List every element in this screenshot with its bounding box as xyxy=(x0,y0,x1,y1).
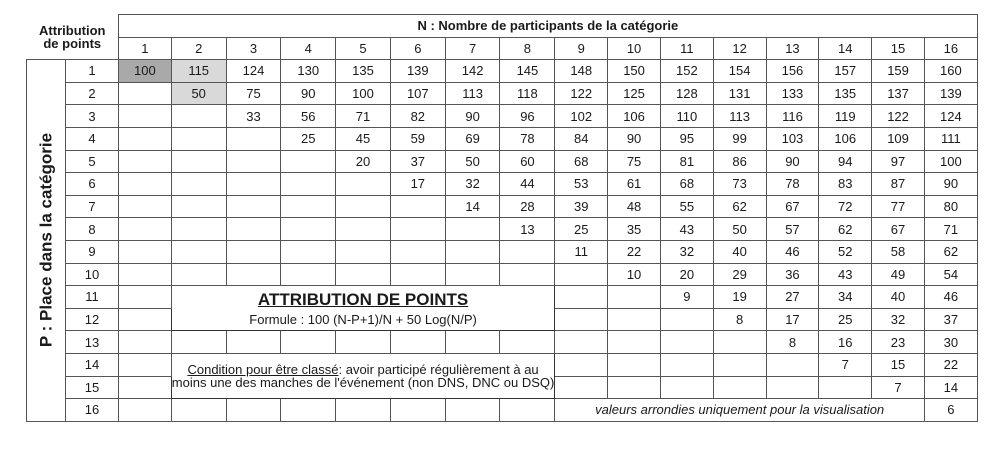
points-cell: 35 xyxy=(608,218,661,241)
points-cell: 32 xyxy=(872,308,925,331)
empty-cell xyxy=(171,218,226,241)
empty-cell xyxy=(336,240,391,263)
points-cell: 160 xyxy=(924,60,977,83)
column-header: 9 xyxy=(555,37,608,60)
empty-cell xyxy=(171,127,226,150)
empty-cell xyxy=(713,331,766,354)
empty-cell xyxy=(226,127,281,150)
points-cell: 32 xyxy=(660,240,713,263)
empty-cell xyxy=(336,331,391,354)
empty-cell xyxy=(171,263,226,286)
points-cell: 43 xyxy=(819,263,872,286)
empty-cell xyxy=(390,331,445,354)
condition-text-line2: moins une des manches de l'événement (non DNS, DNC ou DSQ) xyxy=(171,375,555,390)
column-header: 13 xyxy=(766,37,819,60)
points-cell: 116 xyxy=(766,105,819,128)
empty-cell xyxy=(500,263,555,286)
condition-text-line1: : avoir participé régulièrement à au xyxy=(338,362,539,377)
empty-cell xyxy=(390,218,445,241)
empty-cell xyxy=(660,376,713,399)
points-cell: 95 xyxy=(660,127,713,150)
place-number: 15 xyxy=(66,376,119,399)
empty-cell xyxy=(119,218,172,241)
footnote: valeurs arrondies uniquement pour la visualisation xyxy=(555,399,925,422)
points-cell: 19 xyxy=(713,286,766,309)
points-cell: 36 xyxy=(766,263,819,286)
points-cell: 25 xyxy=(555,218,608,241)
place-number: 3 xyxy=(66,105,119,128)
empty-cell xyxy=(390,399,445,422)
empty-cell xyxy=(390,240,445,263)
place-number: 4 xyxy=(66,127,119,150)
points-cell: 86 xyxy=(713,150,766,173)
empty-cell xyxy=(119,173,172,196)
points-cell: 99 xyxy=(713,127,766,150)
empty-cell xyxy=(660,331,713,354)
points-cell: 73 xyxy=(713,173,766,196)
points-cell: 30 xyxy=(924,331,977,354)
empty-cell xyxy=(226,240,281,263)
column-header: 2 xyxy=(171,37,226,60)
points-cell: 150 xyxy=(608,60,661,83)
column-header: 1 xyxy=(119,37,172,60)
empty-cell xyxy=(608,308,661,331)
column-header: 12 xyxy=(713,37,766,60)
row-axis-label xyxy=(27,60,66,422)
place-number: 5 xyxy=(66,150,119,173)
empty-cell xyxy=(555,331,608,354)
points-cell: 72 xyxy=(819,195,872,218)
points-cell: 84 xyxy=(555,127,608,150)
points-cell: 13 xyxy=(500,218,555,241)
empty-cell xyxy=(119,82,172,105)
points-cell: 130 xyxy=(281,60,336,83)
empty-cell xyxy=(608,353,661,376)
points-cell: 159 xyxy=(872,60,925,83)
points-cell: 22 xyxy=(608,240,661,263)
empty-cell xyxy=(608,376,661,399)
empty-cell xyxy=(500,240,555,263)
points-cell: 45 xyxy=(336,127,391,150)
place-number: 8 xyxy=(66,218,119,241)
empty-cell xyxy=(766,353,819,376)
points-cell: 43 xyxy=(660,218,713,241)
condition-box xyxy=(171,353,555,398)
points-cell: 124 xyxy=(924,105,977,128)
empty-cell xyxy=(171,331,226,354)
points-cell: 122 xyxy=(555,82,608,105)
points-cell: 28 xyxy=(500,195,555,218)
points-cell: 37 xyxy=(390,150,445,173)
place-number: 2 xyxy=(66,82,119,105)
points-cell: 27 xyxy=(766,286,819,309)
empty-cell xyxy=(555,263,608,286)
empty-cell xyxy=(226,331,281,354)
points-cell: 133 xyxy=(766,82,819,105)
points-cell: 135 xyxy=(819,82,872,105)
empty-cell xyxy=(226,263,281,286)
empty-cell xyxy=(608,286,661,309)
column-header: 16 xyxy=(924,37,977,60)
attribution-label-line2: de points xyxy=(43,35,102,51)
points-cell: 57 xyxy=(766,218,819,241)
points-cell: 55 xyxy=(660,195,713,218)
points-cell: 156 xyxy=(766,60,819,83)
empty-cell xyxy=(119,376,172,399)
empty-cell xyxy=(555,286,608,309)
points-cell: 68 xyxy=(555,150,608,173)
points-cell: 67 xyxy=(872,218,925,241)
points-cell: 29 xyxy=(713,263,766,286)
points-cell: 62 xyxy=(819,218,872,241)
points-cell: 50 xyxy=(171,82,226,105)
empty-cell xyxy=(171,105,226,128)
empty-cell xyxy=(226,150,281,173)
empty-cell xyxy=(336,218,391,241)
points-cell: 50 xyxy=(445,150,500,173)
empty-cell xyxy=(445,399,500,422)
points-cell: 100 xyxy=(119,60,172,83)
place-number: 16 xyxy=(66,399,119,422)
points-cell: 119 xyxy=(819,105,872,128)
empty-cell xyxy=(171,195,226,218)
points-cell: 62 xyxy=(924,240,977,263)
points-cell: 106 xyxy=(819,127,872,150)
points-cell: 113 xyxy=(445,82,500,105)
empty-cell xyxy=(281,399,336,422)
empty-cell xyxy=(119,308,172,331)
place-number: 12 xyxy=(66,308,119,331)
points-cell: 142 xyxy=(445,60,500,83)
condition-label: Condition pour être classé xyxy=(187,362,339,377)
empty-cell xyxy=(445,331,500,354)
points-cell: 25 xyxy=(281,127,336,150)
empty-cell xyxy=(119,105,172,128)
empty-cell xyxy=(766,376,819,399)
points-cell: 11 xyxy=(555,240,608,263)
points-cell: 49 xyxy=(872,263,925,286)
empty-cell xyxy=(226,399,281,422)
points-cell: 52 xyxy=(819,240,872,263)
column-header: 10 xyxy=(608,37,661,60)
points-cell: 139 xyxy=(390,60,445,83)
empty-cell xyxy=(226,195,281,218)
points-cell: 97 xyxy=(872,150,925,173)
points-cell: 90 xyxy=(281,82,336,105)
column-header: 7 xyxy=(445,37,500,60)
place-number: 9 xyxy=(66,240,119,263)
column-header: 8 xyxy=(500,37,555,60)
points-cell: 14 xyxy=(445,195,500,218)
points-cell: 23 xyxy=(872,331,925,354)
points-cell: 75 xyxy=(226,82,281,105)
empty-cell xyxy=(555,353,608,376)
points-cell: 48 xyxy=(608,195,661,218)
attribution-label-line1: Attribution xyxy=(39,22,106,38)
points-cell: 71 xyxy=(336,105,391,128)
empty-cell xyxy=(171,240,226,263)
empty-cell xyxy=(336,195,391,218)
points-cell: 107 xyxy=(390,82,445,105)
points-cell: 137 xyxy=(872,82,925,105)
empty-cell xyxy=(119,263,172,286)
place-number: 13 xyxy=(66,331,119,354)
place-number: 11 xyxy=(66,286,119,309)
empty-cell xyxy=(281,195,336,218)
empty-cell xyxy=(555,308,608,331)
points-cell: 68 xyxy=(660,173,713,196)
points-cell: 7 xyxy=(872,376,925,399)
empty-cell xyxy=(390,263,445,286)
points-cell: 78 xyxy=(766,173,819,196)
points-cell: 46 xyxy=(924,286,977,309)
points-cell: 44 xyxy=(500,173,555,196)
points-cell: 14 xyxy=(924,376,977,399)
points-cell: 56 xyxy=(281,105,336,128)
formula-text: Formule : 100 (N-P+1)/N + 50 Log(N/P) xyxy=(249,311,477,327)
points-cell: 8 xyxy=(766,331,819,354)
empty-cell xyxy=(171,399,226,422)
empty-cell xyxy=(119,195,172,218)
empty-cell xyxy=(336,399,391,422)
points-cell: 157 xyxy=(819,60,872,83)
points-cell: 152 xyxy=(660,60,713,83)
points-cell: 90 xyxy=(445,105,500,128)
points-cell: 22 xyxy=(924,353,977,376)
place-number: 7 xyxy=(66,195,119,218)
place-number: 10 xyxy=(66,263,119,286)
points-cell: 62 xyxy=(713,195,766,218)
empty-cell xyxy=(119,286,172,309)
points-cell: 7 xyxy=(819,353,872,376)
points-cell: 58 xyxy=(872,240,925,263)
points-cell: 25 xyxy=(819,308,872,331)
points-cell: 17 xyxy=(766,308,819,331)
points-cell: 67 xyxy=(766,195,819,218)
empty-cell xyxy=(500,399,555,422)
empty-cell xyxy=(119,150,172,173)
n-axis-title: N : Nombre de participants de la catégorie xyxy=(119,15,978,38)
empty-cell xyxy=(119,127,172,150)
empty-cell xyxy=(660,308,713,331)
points-cell: 124 xyxy=(226,60,281,83)
empty-cell xyxy=(119,240,172,263)
points-table xyxy=(26,14,978,422)
points-cell: 20 xyxy=(660,263,713,286)
points-cell: 20 xyxy=(336,150,391,173)
column-header: 3 xyxy=(226,37,281,60)
points-cell: 106 xyxy=(608,105,661,128)
points-cell: 128 xyxy=(660,82,713,105)
points-cell: 90 xyxy=(924,173,977,196)
empty-cell xyxy=(445,263,500,286)
empty-cell xyxy=(119,399,172,422)
empty-cell xyxy=(119,353,172,376)
points-cell: 135 xyxy=(336,60,391,83)
empty-cell xyxy=(171,173,226,196)
points-cell: 60 xyxy=(500,150,555,173)
points-cell: 102 xyxy=(555,105,608,128)
empty-cell xyxy=(713,376,766,399)
points-cell: 81 xyxy=(660,150,713,173)
points-cell: 17 xyxy=(390,173,445,196)
points-cell: 6 xyxy=(924,399,977,422)
points-cell: 122 xyxy=(872,105,925,128)
points-cell: 69 xyxy=(445,127,500,150)
points-cell: 40 xyxy=(713,240,766,263)
points-cell: 8 xyxy=(713,308,766,331)
points-cell: 90 xyxy=(608,127,661,150)
points-cell: 53 xyxy=(555,173,608,196)
points-cell: 16 xyxy=(819,331,872,354)
column-header: 14 xyxy=(819,37,872,60)
empty-cell xyxy=(281,173,336,196)
empty-cell xyxy=(336,173,391,196)
points-cell: 111 xyxy=(924,127,977,150)
row-axis-label-text: P : Place dans la catégorie xyxy=(36,133,56,348)
empty-cell xyxy=(390,195,445,218)
points-cell: 39 xyxy=(555,195,608,218)
points-cell: 90 xyxy=(766,150,819,173)
points-cell: 78 xyxy=(500,127,555,150)
points-cell: 83 xyxy=(819,173,872,196)
points-cell: 54 xyxy=(924,263,977,286)
column-header: 11 xyxy=(660,37,713,60)
empty-cell xyxy=(119,331,172,354)
column-header: 5 xyxy=(336,37,391,60)
points-cell: 94 xyxy=(819,150,872,173)
points-cell: 100 xyxy=(924,150,977,173)
points-cell: 118 xyxy=(500,82,555,105)
points-cell: 87 xyxy=(872,173,925,196)
place-number: 6 xyxy=(66,173,119,196)
points-cell: 110 xyxy=(660,105,713,128)
column-header: 15 xyxy=(872,37,925,60)
points-cell: 103 xyxy=(766,127,819,150)
points-cell: 10 xyxy=(608,263,661,286)
points-cell: 59 xyxy=(390,127,445,150)
points-cell: 131 xyxy=(713,82,766,105)
column-header: 4 xyxy=(281,37,336,60)
empty-cell xyxy=(660,353,713,376)
points-cell: 75 xyxy=(608,150,661,173)
empty-cell xyxy=(500,331,555,354)
empty-cell xyxy=(819,376,872,399)
empty-cell xyxy=(281,240,336,263)
points-cell: 46 xyxy=(766,240,819,263)
points-cell: 32 xyxy=(445,173,500,196)
points-cell: 33 xyxy=(226,105,281,128)
points-cell: 37 xyxy=(924,308,977,331)
place-number: 1 xyxy=(66,60,119,83)
column-header: 6 xyxy=(390,37,445,60)
points-cell: 109 xyxy=(872,127,925,150)
points-cell: 40 xyxy=(872,286,925,309)
empty-cell xyxy=(608,331,661,354)
attribution-header xyxy=(27,15,119,60)
empty-cell xyxy=(226,218,281,241)
points-cell: 100 xyxy=(336,82,391,105)
empty-cell xyxy=(226,173,281,196)
points-cell: 113 xyxy=(713,105,766,128)
points-cell: 96 xyxy=(500,105,555,128)
points-cell: 50 xyxy=(713,218,766,241)
empty-cell xyxy=(281,150,336,173)
points-cell: 148 xyxy=(555,60,608,83)
points-cell: 125 xyxy=(608,82,661,105)
points-cell: 145 xyxy=(500,60,555,83)
empty-cell xyxy=(281,331,336,354)
points-cell: 61 xyxy=(608,173,661,196)
empty-cell xyxy=(713,353,766,376)
empty-cell xyxy=(555,376,608,399)
points-cell: 77 xyxy=(872,195,925,218)
formula-box xyxy=(171,286,555,331)
points-cell: 34 xyxy=(819,286,872,309)
empty-cell xyxy=(171,150,226,173)
place-number: 14 xyxy=(66,353,119,376)
empty-cell xyxy=(281,263,336,286)
formula-box-title: ATTRIBUTION DE POINTS xyxy=(257,289,469,309)
empty-cell xyxy=(445,218,500,241)
points-cell: 15 xyxy=(872,353,925,376)
empty-cell xyxy=(445,240,500,263)
empty-cell xyxy=(281,218,336,241)
points-cell: 139 xyxy=(924,82,977,105)
points-cell: 115 xyxy=(171,60,226,83)
points-cell: 80 xyxy=(924,195,977,218)
points-cell: 9 xyxy=(660,286,713,309)
points-cell: 71 xyxy=(924,218,977,241)
empty-cell xyxy=(336,263,391,286)
points-cell: 82 xyxy=(390,105,445,128)
points-cell: 154 xyxy=(713,60,766,83)
